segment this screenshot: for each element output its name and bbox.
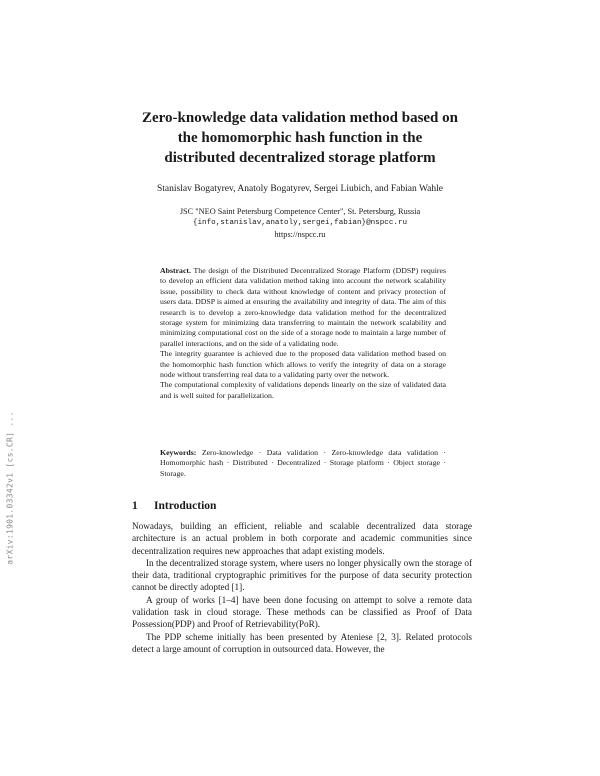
keywords	[160, 448, 446, 479]
abstract-text: The design of the Distributed Decentralized Storage Platform (DDSP) requires to develop an efficient data validation method taking into account the network scalability issue, possibility to check data without knowledge of content and privacy protection of users data. DDSP is aimed at ensuring the availability and integrity of data. The aim of this research is to develop a zero-knowledge data validation method for the decentralized storage system for minimizing data transferring to maintain the network scalability and minimizing computational cost on the side of a storage node to maintain a large number of parallel interactions, and on the side of a validating node.	[160, 266, 446, 348]
abstract-paragraph: The integrity guarantee is achieved due to the proposed data validation method based on the homomorphic hash function which allows to verify the integrity of data on a storage node without transferring real data to a validating party over the network.	[160, 349, 446, 380]
abstract-paragraph	[160, 266, 446, 349]
affiliation-emails: {info,stanislav,anatoly,sergei,fabian}@nspcc.ru	[192, 218, 408, 227]
body-paragraph: Nowadays, building an efficient, reliable and scalable decentralized data storage architecture is an actual problem in both corporate and academic communities since decentralization requires new approaches that adapt existing models.	[132, 521, 472, 556]
section-title: Introduction	[154, 500, 217, 512]
affiliation-url: https://nspcc.ru	[274, 230, 326, 239]
abstract-paragraph: The computational complexity of validations depends linearly on the size of validated data and is well suited for parallelization.	[160, 380, 446, 400]
body-paragraph: In the decentralized storage system, where users no longer physically own the storage of their data, traditional cryptographic primitives for the purpose of data security protection cannot be directly adopted [1].	[132, 557, 472, 593]
keywords-text: Zero-knowledge · Data validation · Zero-knowledge data validation · Homomorphic hash · Distributed · Decentralized · Storage platform · Object storage · Storage.	[160, 448, 447, 478]
introduction-body	[132, 520, 472, 655]
section-heading	[132, 500, 216, 512]
title-line: distributed decentralized storage platform	[164, 150, 436, 166]
arxiv-sidebar-stamp	[2, 380, 18, 595]
body-paragraph: A group of works [1–4] have been done focusing on attempt to solve a remote data validation task in cloud storage. These methods can be classified as Proof of Data Possession(PDP) and Proof of Retrievability(PoR).	[132, 594, 472, 630]
author-list: Stanislav Bogatyrev, Anatoly Bogatyrev, Sergei Liubich, and Fabian Wahle	[156, 184, 444, 194]
section-number: 1	[132, 500, 138, 512]
arxiv-stamp-text: arXiv:1901.03342v1 [cs.CR] ...	[5, 410, 15, 565]
body-paragraph: The PDP scheme initially has been presented by Ateniese [2, 3]. Related protocols detect a large amount of corruption in outsourced data. However, the	[132, 631, 472, 654]
title-line: the homomorphic hash function in the	[177, 130, 423, 146]
abstract	[160, 266, 446, 401]
affiliation-org: JSC "NEO Saint Petersburg Competence Center", St. Petersburg, Russia	[179, 207, 421, 216]
keywords-label: Keywords:	[160, 448, 197, 457]
abstract-label: Abstract.	[160, 266, 191, 275]
affiliation-block	[110, 206, 490, 241]
paper-title	[110, 108, 490, 168]
title-line: Zero-knowledge data validation method based on	[141, 110, 458, 126]
